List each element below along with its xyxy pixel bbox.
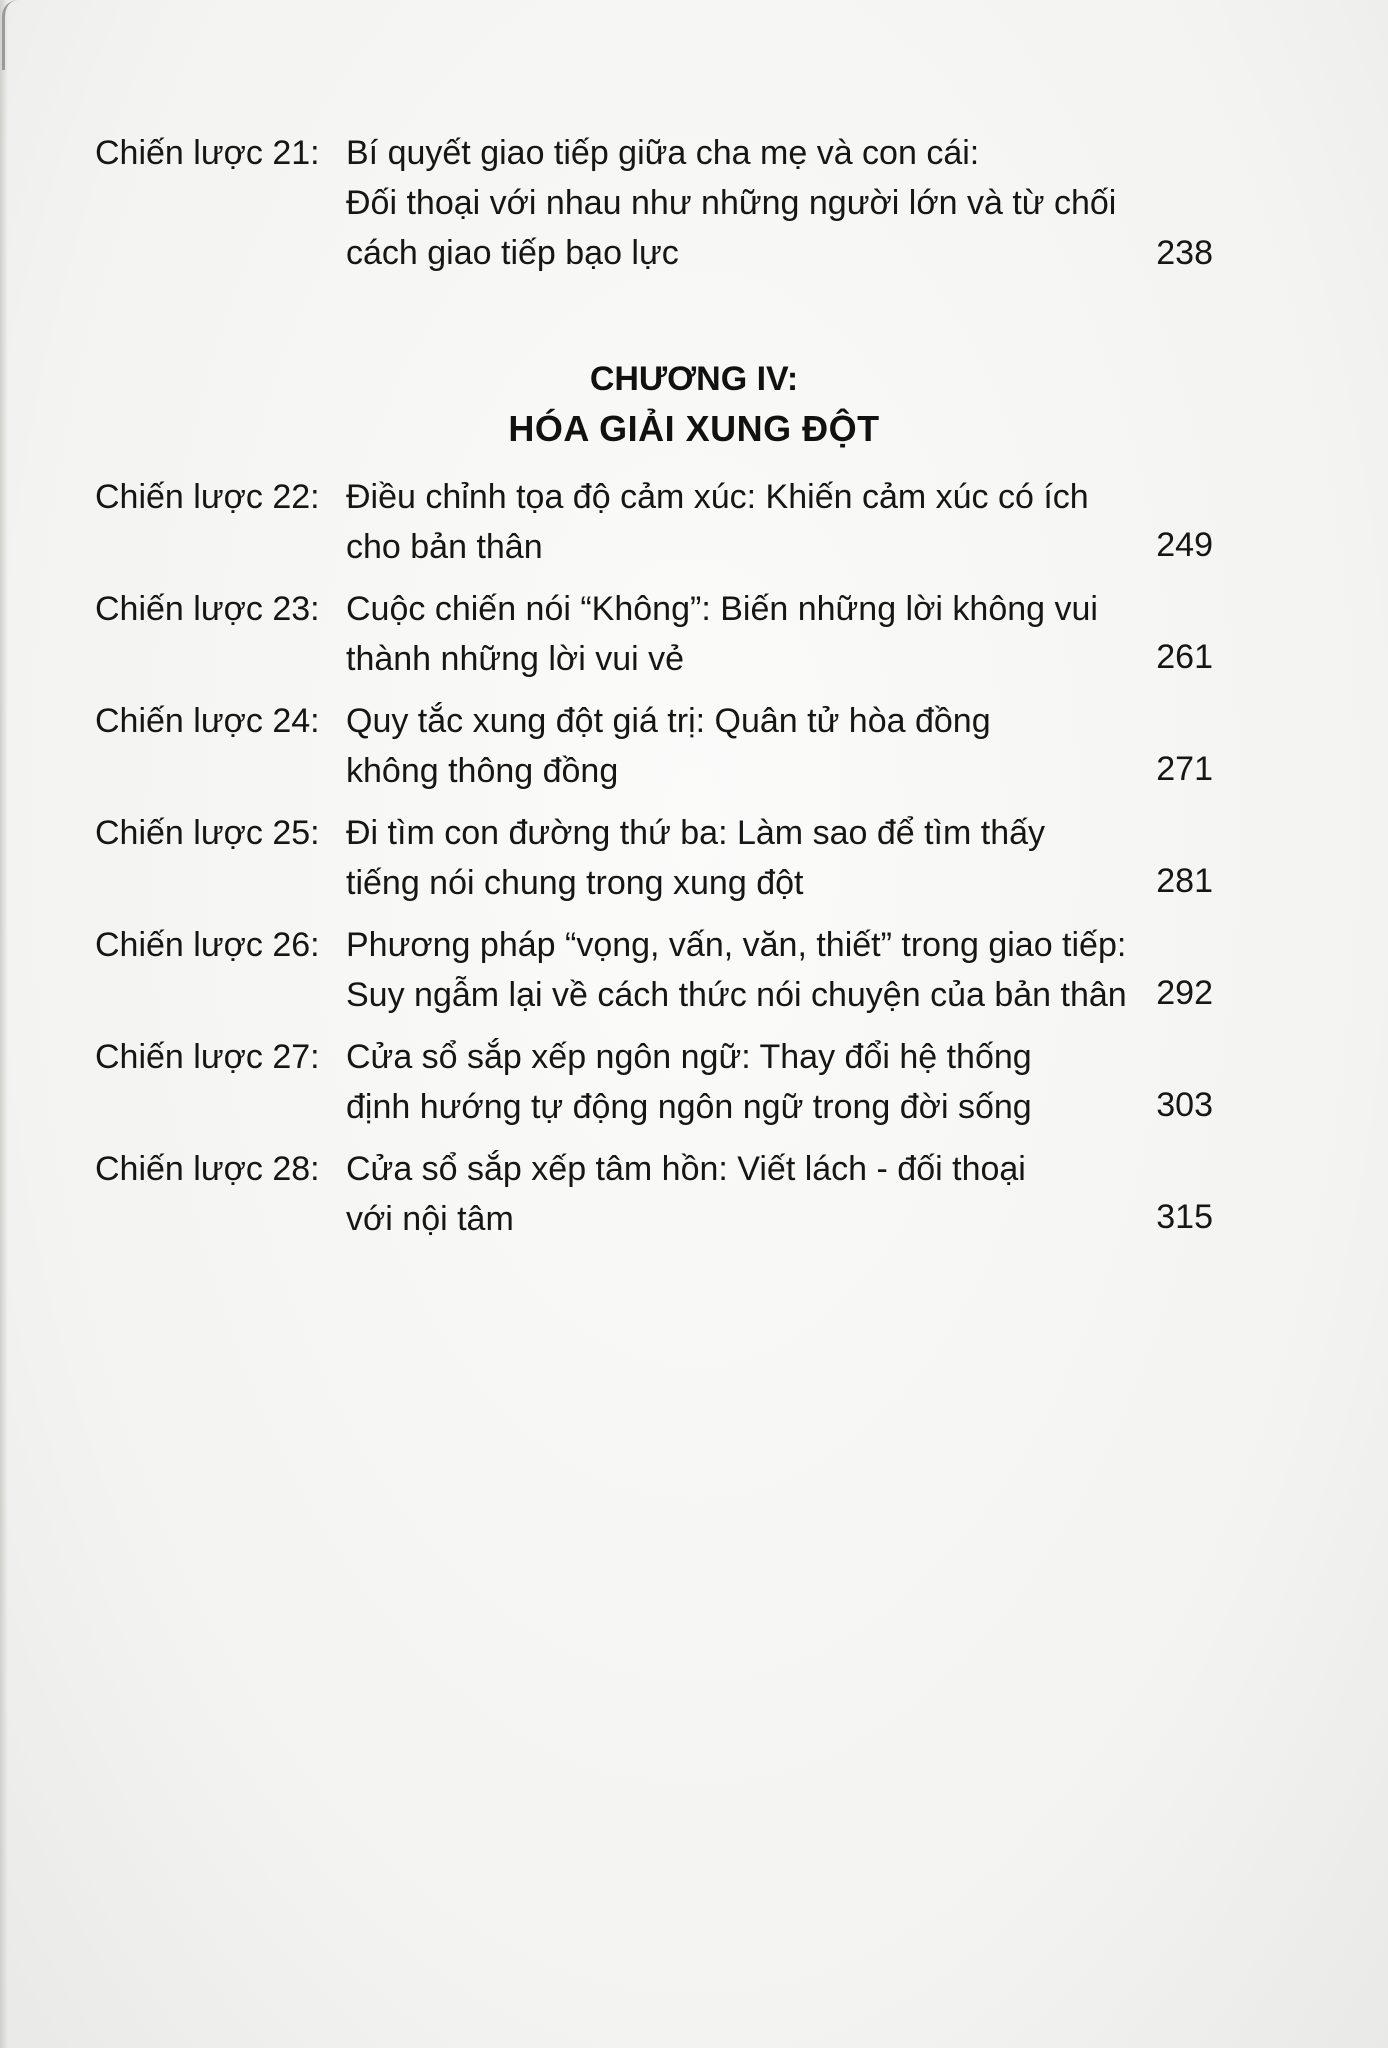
toc-entry-label: Chiến lược 28: (95, 1150, 320, 1188)
toc-entry-page-number: 271 (1156, 750, 1213, 788)
toc-entry-title-line: tiếng nói chung trong xung đột (346, 864, 804, 902)
toc-entry-label: Chiến lược 25: (95, 814, 320, 852)
toc-entry-label: Chiến lược 27: (95, 1038, 320, 1076)
toc-entry-title-line: Đối thoại với nhau như những người lớn và từ chối (346, 184, 1117, 222)
toc-entry-title-line: Cuộc chiến nói “Không”: Biến những lời không vui (346, 590, 1098, 628)
toc-entry-page-number: 315 (1156, 1198, 1213, 1236)
toc-entry-title-line: cách giao tiếp bạo lực (346, 234, 679, 272)
toc-entry-title-line: Đi tìm con đường thứ ba: Làm sao để tìm thấy (346, 814, 1046, 852)
toc-entry-page-number: 292 (1156, 974, 1213, 1012)
toc-entry-title-line: không thông đồng (346, 752, 619, 790)
toc-entry-page-number: 261 (1156, 638, 1213, 676)
toc-entry-page-number: 281 (1156, 862, 1213, 900)
toc-entry-title-line: cho bản thân (346, 528, 543, 566)
toc-entry-label: Chiến lược 22: (95, 478, 320, 516)
toc-entry-title-line: Phương pháp “vọng, vấn, văn, thiết” trong giao tiếp: (346, 926, 1127, 964)
toc-entry-label: Chiến lược 24: (95, 702, 320, 740)
toc-entry-title-line: Suy ngẫm lại về cách thức nói chuyện của bản thân (346, 976, 1127, 1014)
toc-entry-title-line: Cửa sổ sắp xếp ngôn ngữ: Thay đổi hệ thống (346, 1038, 1032, 1076)
chapter-number: CHƯƠNG IV: (589, 360, 799, 398)
page-corner-edge (2, 0, 23, 70)
toc-entry-page-number: 249 (1156, 526, 1213, 564)
toc-entry-title-line: Bí quyết giao tiếp giữa cha mẹ và con cái: (346, 134, 980, 172)
toc-entry-page-number: 303 (1156, 1086, 1213, 1124)
toc-entry-title-line: Điều chỉnh tọa độ cảm xúc: Khiến cảm xúc có ích (346, 478, 1089, 516)
toc-entry-label: Chiến lược 23: (95, 590, 320, 628)
toc-entry-title-line: thành những lời vui vẻ (346, 640, 685, 678)
toc-entry-label: Chiến lược 21: (95, 134, 320, 172)
toc-entry-title-line: với nội tâm (346, 1200, 514, 1238)
toc-entry-page-number: 238 (1156, 234, 1213, 272)
toc-entry-label: Chiến lược 26: (95, 926, 320, 964)
page-spine-shadow (0, 0, 8, 2048)
toc-entry-title-line: Quy tắc xung đột giá trị: Quân tử hòa đồng (346, 702, 991, 740)
chapter-title: HÓA GIẢI XUNG ĐỘT (508, 408, 880, 449)
toc-entry-title-line: định hướng tự động ngôn ngữ trong đời sống (346, 1088, 1032, 1126)
toc-entry-title-line: Cửa sổ sắp xếp tâm hồn: Viết lách - đối thoại (346, 1150, 1026, 1188)
